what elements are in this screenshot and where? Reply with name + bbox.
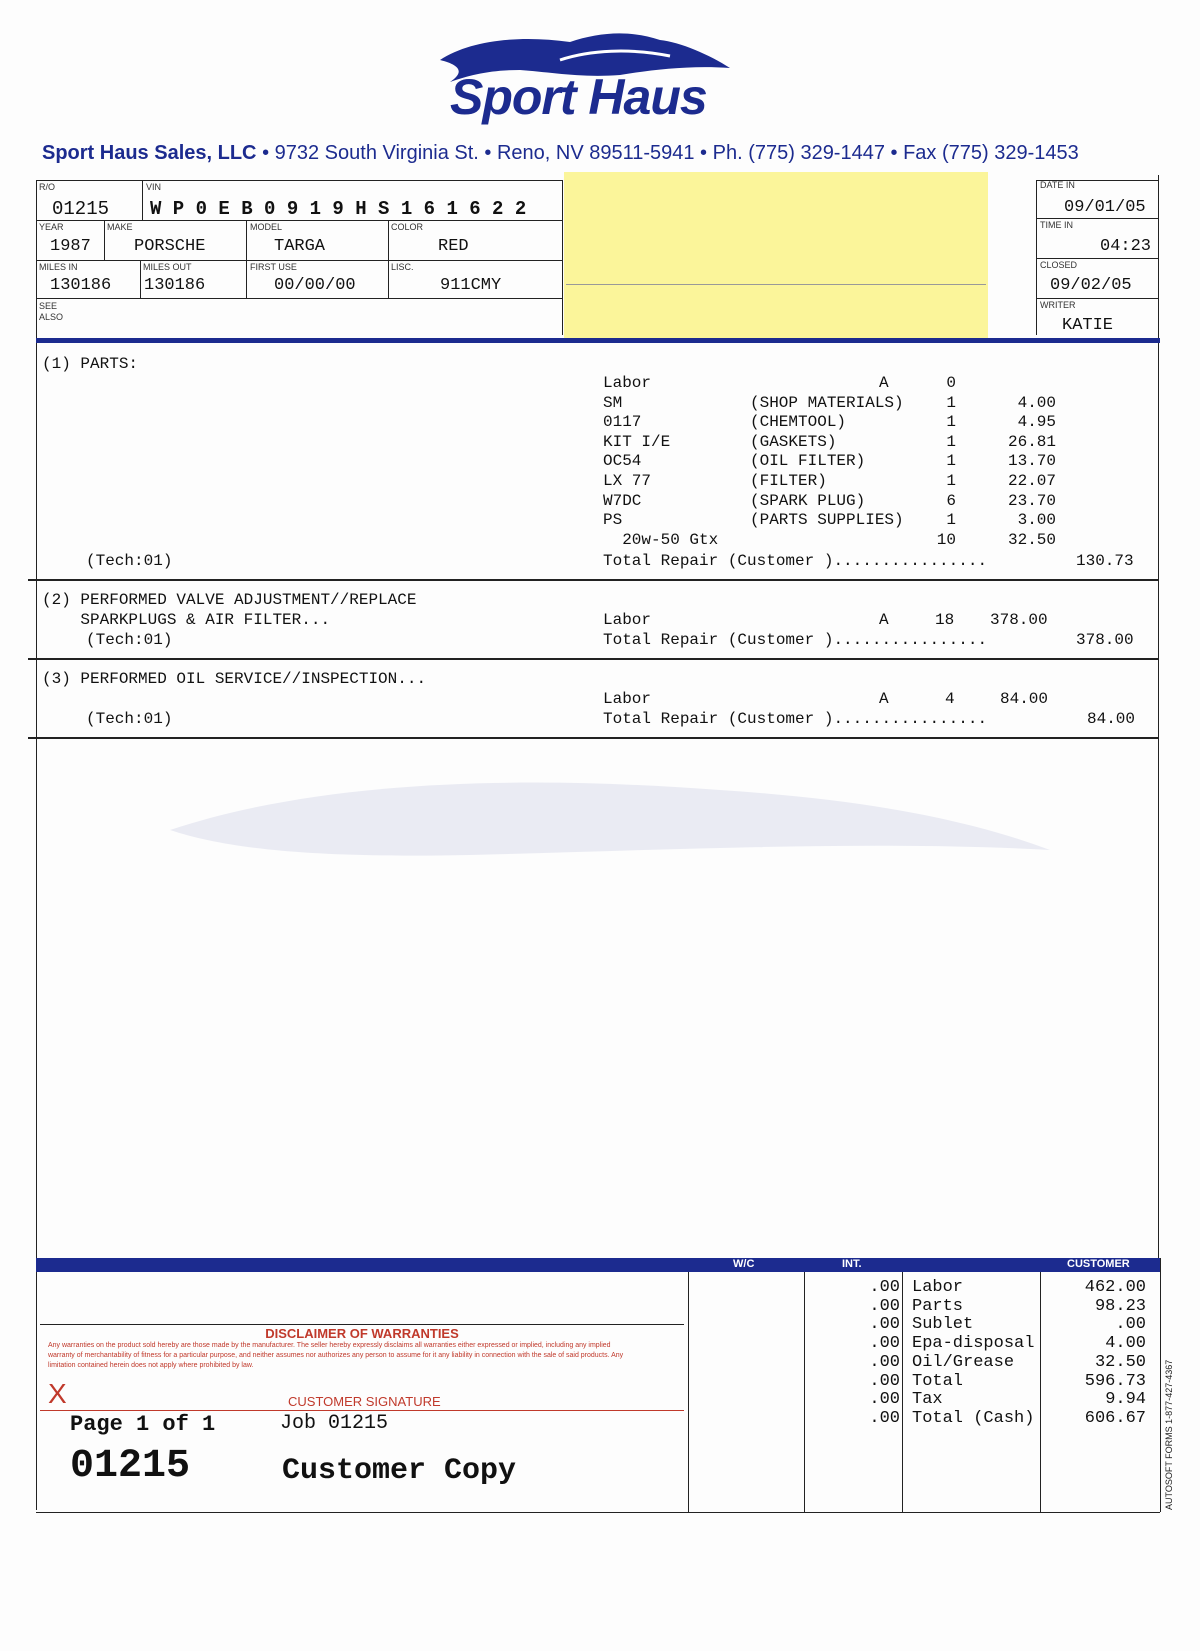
year-label: YEAR [39, 222, 64, 232]
ro-number: 01215 [52, 198, 110, 220]
miles-in-label: MILES IN [39, 262, 78, 272]
total-int-value: .00 [869, 1408, 900, 1428]
job-2-labor-code: Labor [603, 611, 652, 629]
job-3-labor-type: A [879, 690, 889, 708]
header-blue-rule [36, 338, 1160, 343]
miles-out-label: MILES OUT [143, 262, 192, 272]
job-3-labor-qty: 4 [945, 690, 955, 708]
part-description: (SPARK PLUG) [750, 491, 866, 510]
closed-label: CLOSED [1040, 260, 1078, 270]
part-code: W7DC [603, 491, 642, 510]
part-description: (OIL FILTER) [750, 452, 866, 471]
autosoft-side-text: AUTOSOFT FORMS 1-877-427-4367 [1164, 1359, 1174, 1510]
miles-in-value: 130186 [50, 276, 112, 295]
total-int-value: .00 [869, 1315, 900, 1335]
footer-blue-bar [36, 1258, 1160, 1272]
part-amount: 23.70 [1007, 491, 1056, 510]
part-description: (FILTER) [750, 472, 827, 490]
company-name: Sport Haus Sales, LLC [42, 142, 257, 164]
part-amount: 13.70 [1007, 452, 1056, 471]
total-label: Tax [912, 1390, 943, 1410]
total-customer-value: 98.23 [1094, 1296, 1146, 1316]
miles-out-value: 130186 [144, 276, 206, 295]
part-code: PS [603, 511, 623, 530]
ro-label: R/O [39, 182, 56, 192]
job-1-total-label: Total Repair (Customer )................ [603, 552, 988, 570]
job-3-tech: (Tech:01) [86, 710, 173, 728]
job-2-labor-qty: 18 [935, 611, 955, 629]
signature-x-mark: X [48, 1378, 67, 1409]
total-int-value: .00 [869, 1371, 900, 1391]
signature-label[interactable]: CUSTOMER SIGNATURE [288, 1394, 441, 1409]
job-2-total: 378.00 [1076, 631, 1134, 649]
part-amount: 22.07 [1007, 472, 1056, 490]
int-label: INT. [842, 1258, 862, 1270]
job-2-labor-type: A [879, 611, 889, 629]
total-customer-value: 462.00 [1084, 1278, 1146, 1297]
part-code: LX 77 [603, 472, 652, 490]
disclaimer-title: DISCLAIMER OF WARRANTIES [265, 1326, 459, 1341]
first-use-value: 00/00/00 [274, 276, 356, 295]
job-info: Job 01215 [280, 1412, 389, 1435]
color-label: COLOR [391, 222, 424, 232]
closed-value: 09/02/05 [1050, 276, 1132, 295]
job-2-total-label: Total Repair (Customer )................ [603, 631, 988, 649]
part-qty: 1 [946, 393, 956, 412]
total-customer-value: 596.73 [1084, 1371, 1146, 1391]
date-in-value: 09/01/05 [1064, 198, 1146, 217]
logo [430, 20, 770, 135]
part-qty: 6 [946, 491, 956, 510]
part-description: (PARTS SUPPLIES) [750, 511, 904, 530]
job-3-labor-amount: 84.00 [1000, 690, 1049, 708]
total-customer-value: 9.94 [1105, 1390, 1146, 1410]
job-1-total: 130.73 [1076, 552, 1134, 570]
date-in-label: DATE IN [1040, 180, 1075, 190]
total-customer-value: 4.00 [1105, 1334, 1146, 1354]
part-amount: 32.50 [1007, 530, 1056, 549]
first-use-label: FIRST USE [250, 262, 297, 272]
total-int-value: .00 [869, 1334, 900, 1354]
part-amount: 4.00 [1017, 393, 1056, 412]
time-in-label: TIME IN [1040, 220, 1073, 230]
logo-wordmark: Sport Haus [450, 69, 707, 125]
total-label: Total [912, 1371, 964, 1391]
logo-watermark [170, 770, 1050, 880]
total-label: Labor [912, 1278, 964, 1297]
part-amount: 26.81 [1007, 432, 1056, 451]
part-qty: 10 [936, 530, 956, 549]
company-header [42, 142, 1079, 165]
total-label: Parts [912, 1296, 964, 1316]
job-3-title: (3) PERFORMED OIL SERVICE//INSPECTION... [42, 670, 427, 688]
part-description: (SHOP MATERIALS) [750, 393, 904, 412]
job-2-title-line-1: (2) PERFORMED VALVE ADJUSTMENT//REPLACE [42, 591, 417, 609]
job-1-title: (1) PARTS: [42, 355, 139, 373]
total-int-value: .00 [869, 1390, 900, 1410]
part-description: (CHEMTOOL) [750, 413, 847, 432]
customer-label: CUSTOMER [1067, 1258, 1130, 1270]
part-qty: 1 [946, 413, 956, 432]
total-customer-value: .00 [1115, 1315, 1146, 1335]
job-1-tech: (Tech:01) [86, 552, 173, 570]
total-int-value: .00 [869, 1296, 900, 1316]
job-3-labor-code: Labor [603, 690, 652, 708]
part-amount: 4.95 [1017, 413, 1056, 432]
part-type: A [879, 374, 889, 392]
company-address: • 9732 South Virginia St. • Reno, NV 89511-5941 • Ph. (775) 329-1447 • Fax (775) 329-1453 [262, 142, 1079, 164]
part-description: (GASKETS) [750, 432, 837, 451]
lisc-value: 911CMY [440, 276, 502, 295]
page-info: Page 1 of 1 [70, 1412, 216, 1437]
writer-value: KATIE [1062, 316, 1114, 335]
part-qty: 1 [946, 452, 956, 471]
total-label: Epa-disposal [912, 1334, 1035, 1354]
make-label: MAKE [107, 222, 133, 232]
disclaimer-text: Any warranties on the product sold hereby are those made by the manufacturer. The seller hereby expressly disclaims all warranties either expressed or implied, including any implied warranty of merchantability of fitness for a particular purpose, and neither assumes nor authorizes any person to assume for it any liability in connection with the sale of said products. Any limitation contained herein does not apply where prohibited by law. [48, 1340, 624, 1369]
see-also-label: SEE ALSO [39, 301, 64, 322]
part-qty: 0 [946, 374, 956, 392]
make-value: PORSCHE [134, 237, 206, 256]
job-3-total-label: Total Repair (Customer )................ [603, 710, 988, 728]
part-code: SM [603, 393, 623, 412]
total-label: Oil/Grease [912, 1352, 1015, 1372]
writer-label: WRITER [1040, 300, 1076, 310]
total-label: Sublet [912, 1315, 974, 1335]
part-qty: 1 [946, 432, 956, 451]
total-int-value: .00 [869, 1352, 900, 1372]
lisc-label: LISC. [391, 262, 414, 272]
part-amount: 3.00 [1017, 511, 1056, 530]
copy-label: Customer Copy [282, 1454, 517, 1488]
model-label: MODEL [250, 222, 283, 232]
part-qty: 1 [946, 511, 956, 530]
job-3-total: 84.00 [1087, 710, 1136, 728]
total-label: Total (Cash) [912, 1408, 1035, 1428]
job-2-title-line-2: SPARKPLUGS & AIR FILTER... [42, 611, 331, 629]
ro-big: 01215 [70, 1444, 191, 1489]
total-customer-value: 32.50 [1094, 1352, 1146, 1372]
part-code: OC54 [603, 452, 642, 471]
total-int-value: .00 [869, 1278, 900, 1297]
model-value: TARGA [274, 237, 326, 256]
total-customer-value: 606.67 [1084, 1408, 1146, 1428]
vin-label: VIN [146, 182, 162, 192]
redaction-highlight [564, 172, 988, 340]
part-code: 0117 [603, 413, 642, 432]
part-qty: 1 [946, 472, 956, 490]
part-code: 20w-50 Gtx [603, 530, 719, 549]
color-value: RED [438, 237, 469, 256]
part-code: KIT I/E [603, 432, 671, 451]
wc-label: W/C [733, 1258, 755, 1270]
year-value: 1987 [50, 237, 91, 256]
time-in-value: 04:23 [1100, 237, 1152, 256]
vin-value: W P 0 E B 0 9 1 9 H S 1 6 1 6 2 2 [150, 198, 527, 220]
job-2-labor-amount: 378.00 [990, 611, 1048, 629]
job-2-tech: (Tech:01) [86, 631, 173, 649]
part-code: Labor [603, 374, 652, 392]
